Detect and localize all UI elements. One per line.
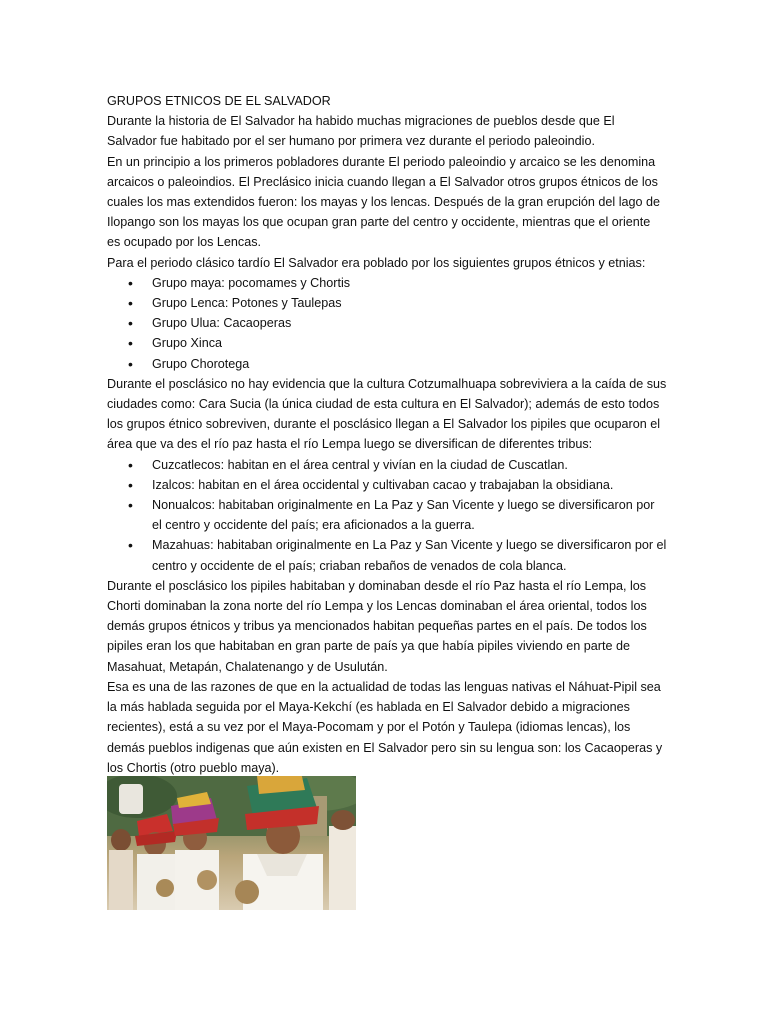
- paragraph: Durante el posclásico los pipiles habitaban y dominaban desde el río Paz hasta el río Lempa, los Chorti dominaban la zona norte del río Lempa y los Lencas dominaban el área oriental, todos los demás grupos étnicos y tribus ya mencionados habitan pequeñas partes en el país. De todos los pipiles eran los que habitaban en gran parte de país ya que había pipiles viviendo en parte de Masahuat, Metapán, Chalatenango y de Usulután.: [107, 578, 647, 674]
- dancers-photo: [107, 776, 356, 910]
- list-item: • Nonualcos: habitaban originalmente en La Paz y San Vicente y luego se diversificaron por el centro y occidente del país; era aficionados a la guerra.: [107, 495, 667, 535]
- paragraph: En un principio a los primeros pobladores durante El periodo paleoindio y arcaico se les denomina arcaicos o paleoindios. El Preclásico inicia cuando llegan a El Salvador otros grupos étnicos de los cuales los mas extendidos fueron: los mayas y los lencas. Después de la gran erupción del lago de Ilopango son los mayas los que ocupan gran parte del centro y occidente, mientras que el oriente es ocupado por los Lencas.: [107, 154, 661, 250]
- list-item: • Grupo Chorotega: [107, 354, 667, 374]
- paragraph: Esa es una de las razones de que en la actualidad de todas las lenguas nativas el Náhuat-Pipil sea la más hablada seguida por el Maya-Kekchí (es hablada en El Salvador debido a migraciones recientes), está a su vez por el Maya-Pocomam y por el Potón y Taulepa (idiomas lencas), los demás pueblos indigenas que aún existen en El Salvador pero sin su lengua son: los Cacaoperas y los Chortis (otro pueblo maya).: [107, 679, 663, 775]
- tribes-list: [107, 455, 667, 576]
- list-item: • Mazahuas: habitaban originalmente en La Paz y San Vicente y luego se diversificaron por el centro y occidente de el país; criaban rebaños de venados de cola blanca.: [107, 535, 667, 575]
- groups-list: [107, 273, 667, 374]
- list-item: • Grupo maya: pocomames y Chortis: [107, 273, 667, 293]
- list-item: • Grupo Xinca: [107, 333, 667, 353]
- list-item: • Grupo Ulua: Cacaoperas: [107, 313, 667, 333]
- paragraph: Durante el posclásico no hay evidencia que la cultura Cotzumalhuapa sobreviviera a la caída de sus ciudades como: Cara Sucia (la única ciudad de esta cultura en El Salvador); además de esto todos los grupos étnico sobreviven, durante el posclásico llegan a El Salvador los pipiles que ocuparon el área que va des el río paz hasta el río Lempa luego se diversifican de diferentes tribus:: [107, 376, 667, 452]
- list-item: • Izalcos: habitan en el área occidental y cultivaban cacao y trabajaban la obsidiana.: [107, 475, 667, 495]
- paragraph: Durante la historia de El Salvador ha habido muchas migraciones de pueblos desde que El Salvador fue habitado por el ser humano por primera vez durante el periodo paleoindio.: [107, 114, 615, 149]
- document-body: [107, 91, 667, 778]
- paragraph: Para el periodo clásico tardío El Salvador era poblado por los siguientes grupos étnicos y etnias:: [107, 255, 646, 270]
- list-item: • Grupo Lenca: Potones y Taulepas: [107, 293, 667, 313]
- document-title: GRUPOS ETNICOS DE EL SALVADOR: [107, 94, 331, 108]
- list-item: • Cuzcatlecos: habitan en el área central y vivían en la ciudad de Cuscatlan.: [107, 455, 667, 475]
- dancers-photo-illustration: [107, 776, 356, 910]
